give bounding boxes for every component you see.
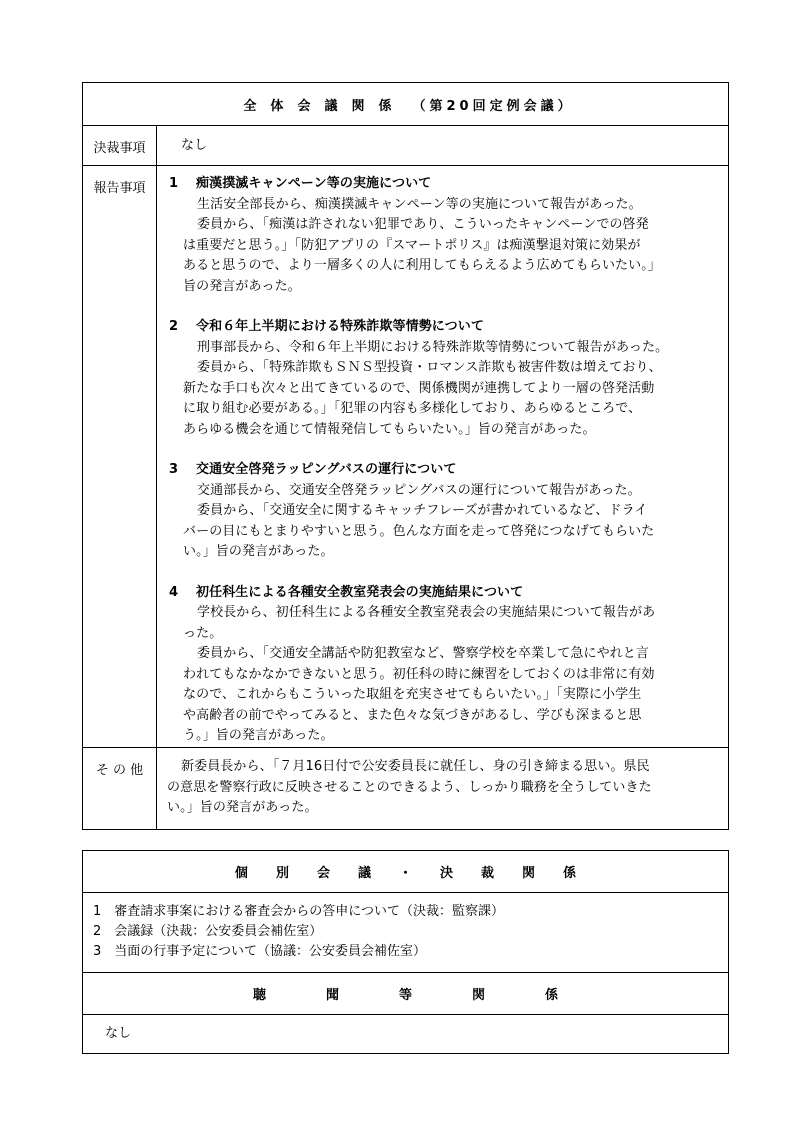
report-line: った。 [183,625,223,641]
title-char: 議 [324,98,338,114]
title-char: 係 [545,987,559,1003]
report-heading [167,460,721,481]
list-item: 2 会議録（決裁：公安委員会補佐室） [93,924,323,939]
hearing-title-chars [223,984,588,1003]
report-title: 初任科生による各種安全教室発表会の実施結果について [196,584,524,600]
report-line: に取り組む必要がある。」「犯罪の内容も多様化しており、あらゆるところで、 [183,401,642,416]
report-number: 4 [169,584,179,600]
report-line: 学校長から、初任科生による各種安全教室発表会の実施結果について報告があ [197,605,656,620]
plenary-meeting-table [82,82,729,830]
other-line: の意思を警察行政に反映させることのできるよう、しっかり職務を全うしていきた [167,779,652,795]
individual-items-list [83,892,728,962]
plenary-title-suffix: （第20回定例会議） [412,98,575,114]
title-char: 関 [351,98,365,114]
report-line: 生活安全部長から、痴漢撲滅キャンペーン等の実施について報告があった。 [197,196,642,212]
title-char: 会 [316,866,330,881]
report-line: い。」旨の発言があった。 [183,544,334,559]
title-char: 決 [440,866,454,881]
title-char: 議 [357,866,371,881]
individual-meeting-table [82,850,729,1054]
report-line: あると思うので、より一層多くの人に利用してもらえるよう広めてもらいたい。」 [183,258,661,273]
plenary-title-chars [236,95,398,114]
reports-label: 報告事項 [83,165,157,747]
decision-row [83,125,728,166]
decision-text: なし [181,138,208,153]
individual-title-chars [221,862,590,881]
title-char: 個 [234,866,248,881]
report-number: 1 [169,176,179,191]
individual-title [83,851,728,893]
title-char: 関 [472,987,486,1003]
report-line: 交通部長から、交通安全啓発ラッピングバスの運行について報告があった。 [197,482,641,498]
title-char: 聴 [252,987,266,1003]
other-content [157,747,728,819]
title-char: 係 [563,866,577,881]
title-char: 等 [398,987,412,1003]
plenary-title [83,83,728,126]
hearing-title [83,972,728,1015]
title-char: ・ [398,866,412,881]
other-line: い。」旨の発言があった。 [167,800,318,815]
list-item: 1 審査請求事案における審査会からの答申について（決裁：監察課） [93,904,505,919]
decision-label: 決裁事項 [83,125,157,165]
other-line: 新委員長から、「７月16日付で公安委員長に就任し、身の引き締まる思い。県民 [181,759,650,774]
report-title: 交通安全啓発ラッピングバスの運行について [196,462,457,477]
report-line: は重要だと思う。」「防犯アプリの『スマートポリス』は痴漢撃退対策に効果が [183,237,641,253]
report-line: あらゆる機会を通じて情報発信してもらいたい。」旨の発言があった。 [183,421,596,437]
title-char: 別 [275,866,289,881]
report-line: や高齢者の前でやってみると、また色々な気づきがあるし、学びも深まると思 [183,707,642,723]
report-line: 委員から、「特殊詐欺もＳＮＳ型投資・ロマンス詐欺も被害件数は増えており、 [197,360,662,375]
report-line: なので、これからもこういった取組を充実させてもらいたい。」「実際に小学生 [183,687,642,702]
list-item: 3 当面の行事予定について（協議：公安委員会補佐室） [93,944,427,959]
title-char: 関 [522,866,536,881]
other-label: そ の 他 [83,747,157,829]
title-char: 聞 [325,987,339,1003]
report-title: 令和６年上半期における特殊詐欺等情勢について [196,319,484,334]
report-line: 委員から、「交通安全に関するキャッチフレーズが書かれているなど、ドライ [197,503,648,518]
report-title: 痴漢撲滅キャンペーン等の実施について [196,176,432,191]
title-char: 裁 [481,866,495,881]
report-heading [167,583,721,604]
title-char: 会 [297,98,311,114]
report-line: 新たな手口も次々と出てきているので、関係機関が連携してより一層の啓発活動 [183,380,655,396]
reports-content [157,165,728,747]
other-row [83,747,728,829]
report-number: 3 [169,462,179,477]
title-char: 体 [270,98,284,114]
hearing-text: なし [105,1026,132,1041]
individual-items-row [83,892,728,973]
report-line: われてもなかなかできないと思う。初任科の時に練習をしておくのは非常に有効 [183,666,655,682]
report-line: 委員から、「痴漢は許されない犯罪であり、こういったキャンペーンでの啓発 [197,217,649,232]
report-line: 旨の発言があった。 [183,278,301,294]
title-char: 全 [243,98,257,114]
report-line: う。」旨の発言があった。 [183,728,334,743]
report-heading [167,174,721,195]
reports-row [83,165,728,748]
hearing-row [83,1014,728,1053]
report-line: 刑事部長から、令和６年上半期における特殊詐欺等情勢について報告があった。 [197,339,669,355]
title-char: 係 [378,98,392,114]
report-number: 2 [169,319,179,334]
report-line: バーの目にもとまりやすいと思う。色んな方面を走って啓発につなげてもらいた [183,523,655,539]
decision-content [157,125,728,157]
report-heading [167,317,721,338]
report-line: 委員から、「交通安全講話や防犯教室など、警察学校を卒業して急にやれと言 [197,646,650,661]
